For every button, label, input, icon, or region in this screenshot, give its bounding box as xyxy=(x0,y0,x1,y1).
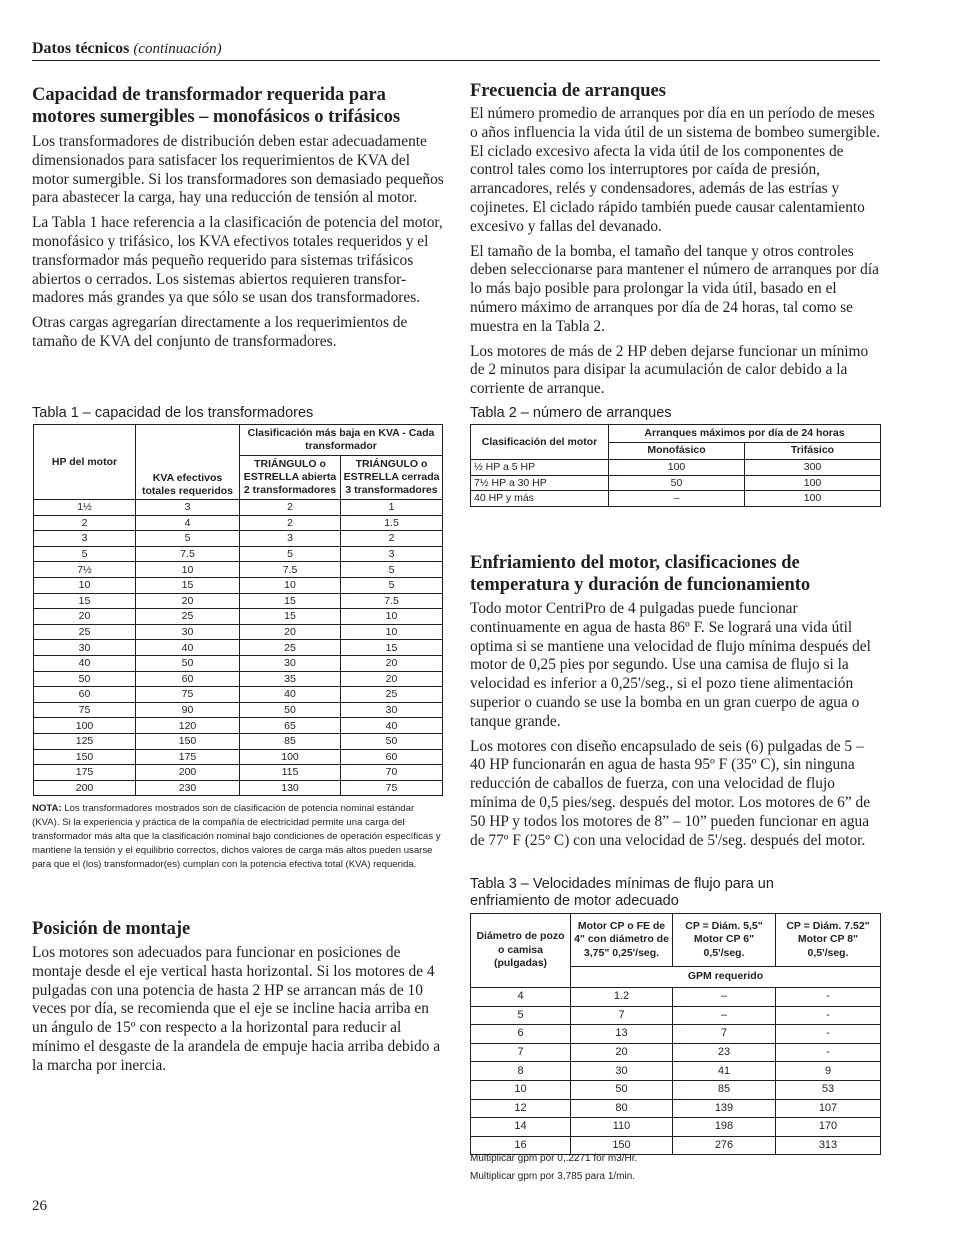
table-cell: 120 xyxy=(136,718,240,734)
table-cell: 85 xyxy=(240,733,341,749)
table3-header-gpm: GPM requerido xyxy=(571,967,881,988)
table-cell: 15 xyxy=(34,593,136,609)
table-cell: 6 xyxy=(471,1025,571,1044)
table-row xyxy=(34,655,443,671)
note-text: Los transformadores mostrados son de clasificación de potencia nominal estándar (KVA). Si la experiencia y práctica de la compañía de electricidad permite una carga del transformador más alta que la clasificación nominal bajo condiciones de operación específicas y mantiene la tensión y el equilibrio correctos, dichos valores de carga más altos pueden usarse para que el (los) transformador(es) cumplan con la potencia efectiva total (KVA) requerida. xyxy=(32,803,441,870)
table-cell: 15 xyxy=(136,577,240,593)
paragraph: Los transformadores de distribución deben estar adecuadamente dimensionados para satisfacer los requerimientos de KVA del motor sumergible. Si los transformadores son demasiado pequeños para abastecer la carga, hay una reducción de tensión al motor. xyxy=(32,133,444,207)
table-cell: 10 xyxy=(34,577,136,593)
table-cell: 2 xyxy=(341,531,443,547)
table-cell: 4 xyxy=(471,988,571,1007)
paragraph: Los motores son adecuados para funcionar en posiciones de montaje desde el eje vertical hasta horizontal. Si los motores de 4 pulgadas con una potencia de hasta 2 HP se arrancan más de 10 veces por día, se recomienda que el eje se incline hacia arriba en un ángulo de 15º con respecto a la horizontal para reducir al mínimo el desgaste de la arandela de empuje hacia arriba debido a la marcha por inercia. xyxy=(32,944,441,1074)
table-cell: 150 xyxy=(571,1136,673,1155)
table-row xyxy=(471,1043,881,1062)
table-cell: 300 xyxy=(745,460,881,476)
table2-starts xyxy=(470,424,881,507)
table-cell: 313 xyxy=(776,1136,881,1155)
table2-header-mono: Monofásico xyxy=(609,442,745,460)
table-cell: 30 xyxy=(136,624,240,640)
table-cell: 175 xyxy=(136,749,240,765)
table-cell: 50 xyxy=(240,702,341,718)
table-row xyxy=(471,1118,881,1137)
paragraph: Otras cargas agregarían directamente a los requerimientos de tamaño de KVA del conjunto de transformadores. xyxy=(32,314,408,350)
table-cell: 7 xyxy=(673,1025,776,1044)
table-row xyxy=(34,765,443,781)
table-cell: 100 xyxy=(745,491,881,507)
table-cell: 100 xyxy=(240,749,341,765)
table-cell: 20 xyxy=(136,593,240,609)
table-cell: 60 xyxy=(341,749,443,765)
table-cell: 2 xyxy=(240,500,341,516)
table-cell: 14 xyxy=(471,1118,571,1137)
table-row xyxy=(471,1006,881,1025)
table-cell: 25 xyxy=(341,687,443,703)
section-heading: Enfriamiento del motor, clasificaciones de temperatura y duración de funcionamiento xyxy=(470,553,811,595)
table-cell: – xyxy=(673,1006,776,1025)
table-cell: 150 xyxy=(136,733,240,749)
table-cell: 30 xyxy=(341,702,443,718)
table-cell: 50 xyxy=(34,671,136,687)
section-heading: Posición de montaje xyxy=(32,919,191,939)
table-cell: 80 xyxy=(571,1099,673,1118)
table-cell: - xyxy=(776,1025,881,1044)
table3-footnotes xyxy=(470,1150,637,1186)
table3-header-col1: Motor CP o FE de 4" con diámetro de 3,75" 0,25'/seg. xyxy=(571,914,673,967)
table-cell: 1.5 xyxy=(341,515,443,531)
table-row xyxy=(34,749,443,765)
paragraph: Todo motor CentriPro de 4 pulgadas puede funcionar continuamente en agua de hasta 86º F. Se logrará una vida útil optima si se mantiene una velocidad de flujo mínima después del motor de 0,25 pies por segundo. Use una camisa de flujo si la velocidad es inferior a 0,25'/seg., si el pozo tiene alimentación superior o cuando se use la bomba en un gran cuerpo de agua o tanque grande. xyxy=(470,600,871,730)
table-cell: 30 xyxy=(34,640,136,656)
paragraph: Los motores de más de 2 HP deben dejarse funcionar un mínimo de 2 minutos para disipar la acumulación de calor debido a la corriente de arranque. xyxy=(470,342,869,398)
table-row xyxy=(471,1062,881,1081)
table-row xyxy=(34,718,443,734)
table-row xyxy=(471,491,881,507)
table-cell: 3 xyxy=(136,500,240,516)
table-row xyxy=(34,515,443,531)
section-mounting-position xyxy=(32,918,444,1082)
table-cell: 7.5 xyxy=(136,546,240,562)
table-cell: 5 xyxy=(136,531,240,547)
note-label: NOTA: xyxy=(32,803,62,814)
table-row xyxy=(34,733,443,749)
table-cell: 5 xyxy=(240,546,341,562)
table-cell: 20 xyxy=(34,609,136,625)
table-cell: 60 xyxy=(34,687,136,703)
table3-header-col2: CP = Diám. 5,5" Motor CP 6" 0,5'/seg. xyxy=(673,914,776,967)
section-motor-cooling xyxy=(470,552,882,856)
table1-header-kva: KVA efectivos totales requeridos xyxy=(136,425,240,500)
table-row xyxy=(34,780,443,796)
table-cell: 30 xyxy=(571,1062,673,1081)
table-row xyxy=(471,988,881,1007)
table-row xyxy=(34,546,443,562)
table-cell: 8 xyxy=(471,1062,571,1081)
table-cell: 50 xyxy=(571,1080,673,1099)
table-cell: 9 xyxy=(776,1062,881,1081)
section-heading: Capacidad de transformador requerida para motores sumergibles – monofásicos o trifásicos xyxy=(32,85,401,127)
table-cell: 50 xyxy=(341,733,443,749)
table-cell: 10 xyxy=(136,562,240,578)
table-cell: 50 xyxy=(609,475,745,491)
table-cell: 200 xyxy=(136,765,240,781)
section-heading: Frecuencia de arranques xyxy=(470,81,666,101)
table-cell: 15 xyxy=(240,609,341,625)
paragraph: Los motores con diseño encapsulado de seis (6) pulgadas de 5 – 40 HP funcionarán en agua de hasta 95º F (35º C), sin ninguna reducción de caballos de fuerza, con una velocidad de flujo mínima de 0,5 pies/seg. después del motor. Los motores de 6” de 50 HP y todos los motores de 8” – 10” pueden funcionar en agua de 77º F (25º C) con una velocidad de 5'/seg. después del motor. xyxy=(470,737,871,849)
table2-header-group: Arranques máximos por día de 24 horas xyxy=(609,425,881,443)
table-cell: 230 xyxy=(136,780,240,796)
table-cell: 25 xyxy=(240,640,341,656)
table-cell: 12 xyxy=(471,1099,571,1118)
table-row xyxy=(471,460,881,476)
table-cell: 5 xyxy=(341,562,443,578)
table-cell: 20 xyxy=(341,655,443,671)
table-cell: 3 xyxy=(34,531,136,547)
table-cell: - xyxy=(776,1006,881,1025)
table-cell: - xyxy=(776,1043,881,1062)
table1-header-open: TRIÁNGULO o ESTRELLA abierta 2 transformadores xyxy=(240,456,341,500)
table-cell: 41 xyxy=(673,1062,776,1081)
table-cell: 1 xyxy=(341,500,443,516)
table-cell: 170 xyxy=(776,1118,881,1137)
table-cell: 7.5 xyxy=(341,593,443,609)
table-row xyxy=(471,1099,881,1118)
table-cell: 90 xyxy=(136,702,240,718)
table-cell: 1.2 xyxy=(571,988,673,1007)
table3-flow-velocity xyxy=(470,913,881,1155)
table-cell: 110 xyxy=(571,1118,673,1137)
table-row xyxy=(471,475,881,491)
table-cell: 10 xyxy=(341,609,443,625)
table2-header-motor: Clasificación del motor xyxy=(471,425,609,460)
table-cell: 2 xyxy=(34,515,136,531)
section-transformer-capacity xyxy=(32,84,444,358)
table-cell: 23 xyxy=(673,1043,776,1062)
table-cell: 175 xyxy=(34,765,136,781)
table1-note xyxy=(32,802,444,872)
table-cell: 20 xyxy=(341,671,443,687)
table-cell: 107 xyxy=(776,1099,881,1118)
table-cell: 3 xyxy=(240,531,341,547)
table-cell: - xyxy=(776,988,881,1007)
table-cell: 200 xyxy=(34,780,136,796)
table-cell: 30 xyxy=(240,655,341,671)
table-cell: 16 xyxy=(471,1136,571,1155)
table-row xyxy=(471,1080,881,1099)
table2-header-tri: Trifásico xyxy=(745,442,881,460)
table-cell: 3 xyxy=(341,546,443,562)
table-cell: ½ HP a 5 HP xyxy=(471,460,609,476)
table-cell: 125 xyxy=(34,733,136,749)
table-cell: 5 xyxy=(34,546,136,562)
table-cell: – xyxy=(673,988,776,1007)
table-cell: 75 xyxy=(34,702,136,718)
table-cell: 53 xyxy=(776,1080,881,1099)
table-cell: 4 xyxy=(136,515,240,531)
table-cell: 85 xyxy=(673,1080,776,1099)
table-cell: 25 xyxy=(34,624,136,640)
table-cell: 100 xyxy=(745,475,881,491)
section-start-frequency xyxy=(470,80,882,405)
table-cell: 15 xyxy=(240,593,341,609)
table-row xyxy=(34,577,443,593)
table-cell: 100 xyxy=(609,460,745,476)
table-row xyxy=(34,640,443,656)
table-cell: 7 xyxy=(471,1043,571,1062)
header-subtitle: (continuación) xyxy=(133,41,222,57)
table-cell: 7.5 xyxy=(240,562,341,578)
table-cell: 115 xyxy=(240,765,341,781)
table2-caption: Tabla 2 – número de arranques xyxy=(470,405,672,421)
table-cell: 100 xyxy=(34,718,136,734)
table-cell: 70 xyxy=(341,765,443,781)
table-row xyxy=(34,500,443,516)
table-cell: 75 xyxy=(136,687,240,703)
table1-header-hp: HP del motor xyxy=(34,425,136,500)
table3-caption: Tabla 3 – Velocidades mínimas de flujo para un enfriamiento de motor adecuado xyxy=(470,876,774,909)
table-row xyxy=(34,624,443,640)
table-cell: 65 xyxy=(240,718,341,734)
table-cell: 276 xyxy=(673,1136,776,1155)
table-row xyxy=(471,1025,881,1044)
table1-transformer-capacity xyxy=(33,424,443,796)
table-cell: 150 xyxy=(34,749,136,765)
table-cell: 20 xyxy=(571,1043,673,1062)
table-cell: 40 xyxy=(341,718,443,734)
table-cell: 2 xyxy=(240,515,341,531)
table-cell: 10 xyxy=(341,624,443,640)
table-row xyxy=(34,687,443,703)
table-cell: 7½ xyxy=(34,562,136,578)
paragraph: El número promedio de arranques por día en un período de meses o años influencia la vida útil de un sistema de bombeo sumergible. El ciclado excesivo afecta la vida útil de los componentes de control tales como los interruptores por caída de presión, arrancadores, relés y condensadores, además de las estrías y cojinetes. El ciclado rápido también puede causar calentamiento excesivo y fallas del devanado. xyxy=(470,105,881,235)
table-cell: 40 xyxy=(136,640,240,656)
table-cell: 75 xyxy=(341,780,443,796)
table-cell: 40 HP y más xyxy=(471,491,609,507)
table3-header-diameter: Diámetro de pozo o camisa (pulgadas) xyxy=(471,914,571,988)
table-cell: 25 xyxy=(136,609,240,625)
table-cell: 5 xyxy=(341,577,443,593)
table-row xyxy=(34,609,443,625)
table-cell: 35 xyxy=(240,671,341,687)
table-cell: 1½ xyxy=(34,500,136,516)
table-cell: 5 xyxy=(471,1006,571,1025)
table-cell: 13 xyxy=(571,1025,673,1044)
paragraph: La Tabla 1 hace referencia a la clasificación de potencia del motor, monofásico y trifásico, los KVA efectivos totales requeridos y el transformador más pequeño requerido para sistemas trifásicos abiertos o cerrados. Los sistemas abiertos requieren transfor-madores más grandes ya que sólo se usan dos transformadores. xyxy=(32,214,443,307)
footnote: Multiplicar gpm por 3,785 para 1/min. xyxy=(470,1171,636,1182)
table-cell: 15 xyxy=(341,640,443,656)
table-row xyxy=(34,593,443,609)
table-cell: 10 xyxy=(471,1080,571,1099)
table-row xyxy=(34,671,443,687)
page-header xyxy=(32,40,880,61)
table-cell: 7½ HP a 30 HP xyxy=(471,475,609,491)
table-cell: 40 xyxy=(34,655,136,671)
table-cell: 40 xyxy=(240,687,341,703)
table-cell: 198 xyxy=(673,1118,776,1137)
table3-header-col3: CP = Diám. 7.52" Motor CP 8" 0,5'/seg. xyxy=(776,914,881,967)
footnote: Multiplicar gpm por 0,.2271 for m3/Hr. xyxy=(470,1153,638,1164)
table-row xyxy=(34,531,443,547)
paragraph: El tamaño de la bomba, el tamaño del tanque y otros controles deben seleccionarse para mantener el número de arranques por día lo más bajo posible para prolongar la vida útil, basado en el número máximo de arranques por día de 24 horas, tal como se muestra en la Tabla 2. xyxy=(470,242,879,335)
table-cell: 20 xyxy=(240,624,341,640)
table-cell: 50 xyxy=(136,655,240,671)
header-title: Datos técnicos xyxy=(32,40,130,57)
table-cell: – xyxy=(609,491,745,507)
table-cell: 10 xyxy=(240,577,341,593)
table-cell: 130 xyxy=(240,780,341,796)
table-cell: 7 xyxy=(571,1006,673,1025)
page-number: 26 xyxy=(32,1198,47,1214)
table-row xyxy=(34,562,443,578)
table1-header-closed: TRIÁNGULO o ESTRELLA cerrada 3 transformadores xyxy=(341,456,443,500)
table-row xyxy=(34,702,443,718)
table-cell: 60 xyxy=(136,671,240,687)
table-cell: 139 xyxy=(673,1099,776,1118)
table1-caption: Tabla 1 – capacidad de los transformadores xyxy=(32,405,314,421)
table1-header-group: Clasificación más baja en KVA - Cada transformador xyxy=(240,425,443,456)
